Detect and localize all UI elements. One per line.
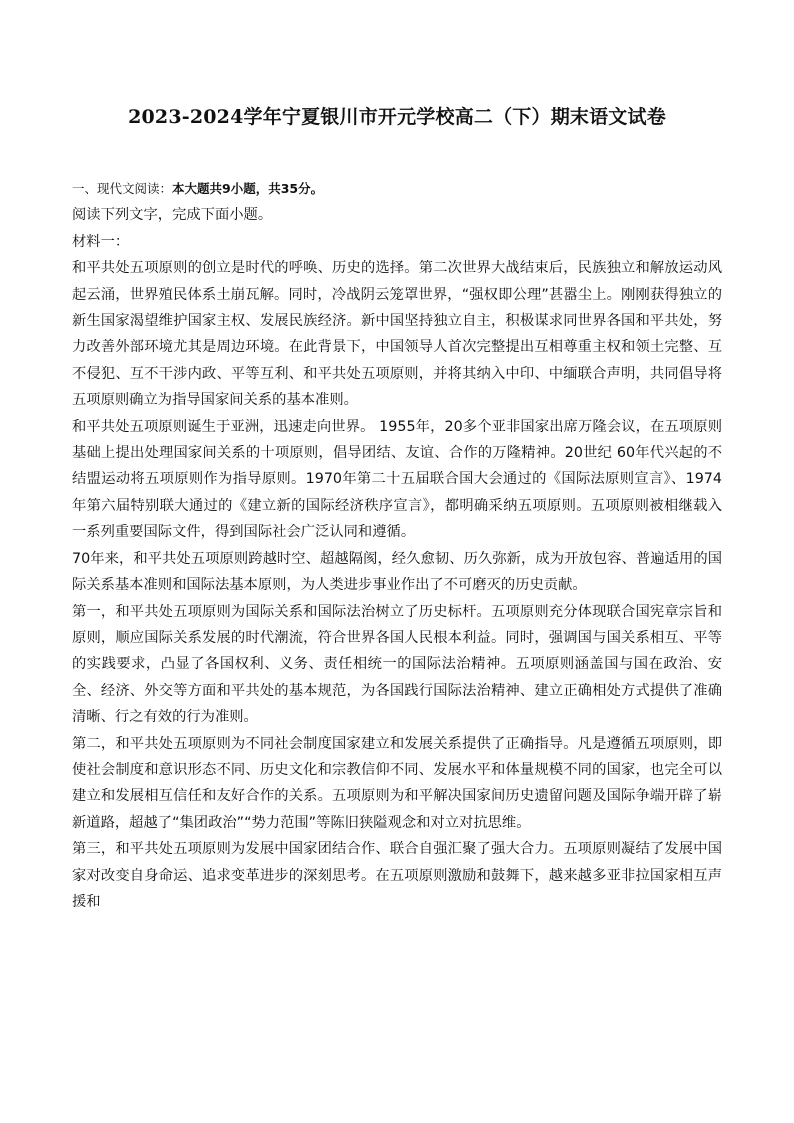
section-heading-detail: 本大题共9小题，共35分。 (172, 181, 324, 196)
section-heading (72, 176, 722, 202)
material-label: 材料一： (72, 233, 130, 250)
document-body (72, 176, 722, 915)
paragraph: 70年来，和平共处五项原则跨越时空、超越隔阂，经久愈韧、历久弥新，成为开放包容、普遍适用的国际关系基本准则和国际法基本原则，为人类进步事业作出了不可磨灭的历史贡献。 (72, 550, 722, 594)
section-heading-prefix: 一、现代文阅读： (72, 181, 173, 196)
instruction-text: 阅读下列文字，完成下面小题。 (72, 207, 273, 224)
paragraph: 第三，和平共处五项原则为发展中国家团结合作、联合自强汇聚了强大合力。五项原则凝结了发展中国家对改变自身命运、追求变革进步的深刻思考。在五项原则激励和鼓舞下，越来越多亚非拉国家相互声援和 (72, 841, 722, 910)
page-title: 2023-2024学年宁夏银川市开元学校高二（下）期末语文试卷 (128, 106, 666, 128)
paragraph: 第二，和平共处五项原则为不同社会制度国家建立和发展关系提供了正确指导。凡是遵循五项原则，即使社会制度和意识形态不同、历史文化和宗教信仰不同、发展水平和体量规模不同的国家，也完全可以建立和发展相互信任和友好合作的关系。五项原则为和平解决国家间历史遗留问题及国际争端开辟了崭新道路，超越了“集团政治”“势力范围”等陈旧狭隘观念和对立对抗思维。 (72, 735, 722, 831)
paragraph: 和平共处五项原则的创立是时代的呼唤、历史的选择。第二次世界大战结束后，民族独立和解放运动风起云涌，世界殖民体系土崩瓦解。同时，冷战阴云笼罩世界，“强权即公理”甚嚣尘上。刚刚获得独立的新生国家渴望维护国家主权、发展民族经济。新中国坚持独立自主，积极谋求同世界各国和平共处，努力改善外部环境尤其是周边环境。在此背景下，中国领导人首次完整提出互相尊重主权和领土完整、互不侵犯、互不干涉内政、平等互利、和平共处五项原则，并将其纳入中印、中缅联合声明，共同倡导将五项原则确立为指导国家间关系的基本准则。 (72, 260, 722, 409)
paragraph: 和平共处五项原则诞生于亚洲，迅速走向世界。 1955年，20多个亚非国家出席万隆会议，在五项原则基础上提出处理国家间关系的十项原则，倡导团结、友谊、合作的万隆精神。20世纪 60年代兴起的不结盟运动将五项原则作为指导原则。1970年第二十五届联合国大会通过的《国际法原则宣言》、1974年第六届特别联大通过的《建立新的国际经济秩序宣言》，都明确采纳五项原则。五项原则被相继载入一系列重要国际文件，得到国际社会广泛认同和遵循。 (72, 418, 722, 541)
paragraph: 第一，和平共处五项原则为国际关系和国际法治树立了历史标杆。五项原则充分体现联合国宪章宗旨和原则，顺应国际关系发展的时代潮流，符合世界各国人民根本利益。同时，强调国与国关系相互、平等的实践要求，凸显了各国权利、义务、责任相统一的国际法治精神。五项原则涵盖国与国在政治、安全、经济、外交等方面和平共处的基本规范，为各国践行国际法治精神、建立正确相处方式提供了准确清晰、行之有效的行为准则。 (72, 603, 722, 726)
